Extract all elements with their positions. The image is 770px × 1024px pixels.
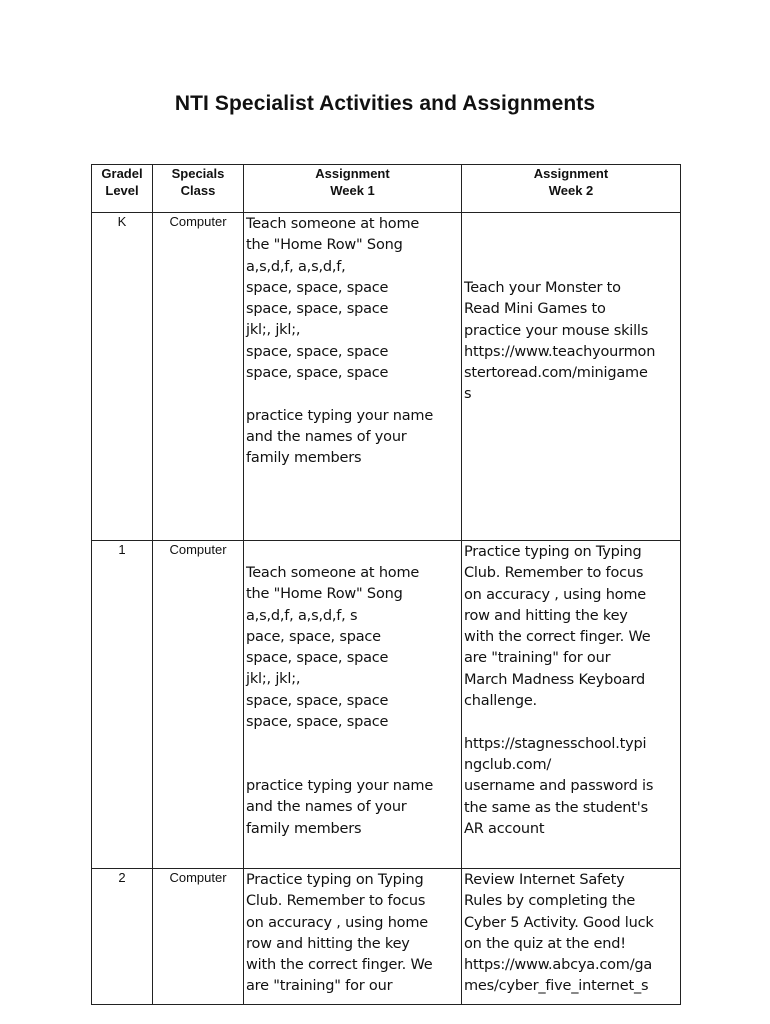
week-1-cell [244, 541, 462, 869]
week-2-assignment-text: Teach your Monster to Read Mini Games to practice your mouse skills https://www.teachyourmon stertoread.com/minigame s [464, 280, 656, 403]
week-2-cell [462, 869, 681, 1005]
specials-class-cell: Computer [153, 541, 244, 869]
table-row [92, 869, 681, 1005]
week-1-assignment-text: Teach someone at home the "Home Row" Song a,s,d,f, a,s,d,f, s pace, space, space space, space, space jkl;, jkl;, space, space, space space, space, space practice typing your name and the names of your family members [246, 565, 434, 837]
week-1-assignment-text: Teach someone at home the "Home Row" Song a,s,d,f, a,s,d,f, space, space, space space, space, space jkl;, jkl;, space, space, space space, space, space practice typing your name and the names of your family members [246, 216, 434, 467]
header-assignment-week-1: Assignment Week 1 [244, 165, 462, 213]
table-row [92, 541, 681, 869]
grade-level-cell: 1 [92, 541, 153, 869]
specials-class-cell: Computer [153, 869, 244, 1005]
table-row [92, 213, 681, 541]
week-2-assignment-text: Practice typing on Typing Club. Remember to focus on accuracy , using home row and hitting the key with the correct finger. We are "training" for our March Madness Keyboard challenge. https://stagnesschool.typi ngclub.com/ username and password is the same as the student's AR account [464, 544, 654, 837]
week-2-cell [462, 213, 681, 541]
week-1-cell [244, 869, 462, 1005]
header-grade-level: Gradel Level [92, 165, 153, 213]
week-2-cell [462, 541, 681, 869]
table-header-row [92, 165, 681, 213]
header-assignment-week-2: Assignment Week 2 [462, 165, 681, 213]
grade-level-cell: K [92, 213, 153, 541]
specials-class-cell: Computer [153, 213, 244, 541]
assignments-table [91, 164, 681, 1005]
grade-level-cell: 2 [92, 869, 153, 1005]
week-2-assignment-text: Review Internet Safety Rules by completing the Cyber 5 Activity. Good luck on the quiz at the end! https://www.abcya.com/ga mes/cyber_five_internet_s [464, 872, 654, 995]
header-specials-class: Specials Class [153, 165, 244, 213]
week-1-cell [244, 213, 462, 541]
week-1-assignment-text: Practice typing on Typing Club. Remember to focus on accuracy , using home row and hitting the key with the correct finger. We are "training" for our [246, 872, 433, 995]
page-title: NTI Specialist Activities and Assignments [174, 92, 596, 115]
